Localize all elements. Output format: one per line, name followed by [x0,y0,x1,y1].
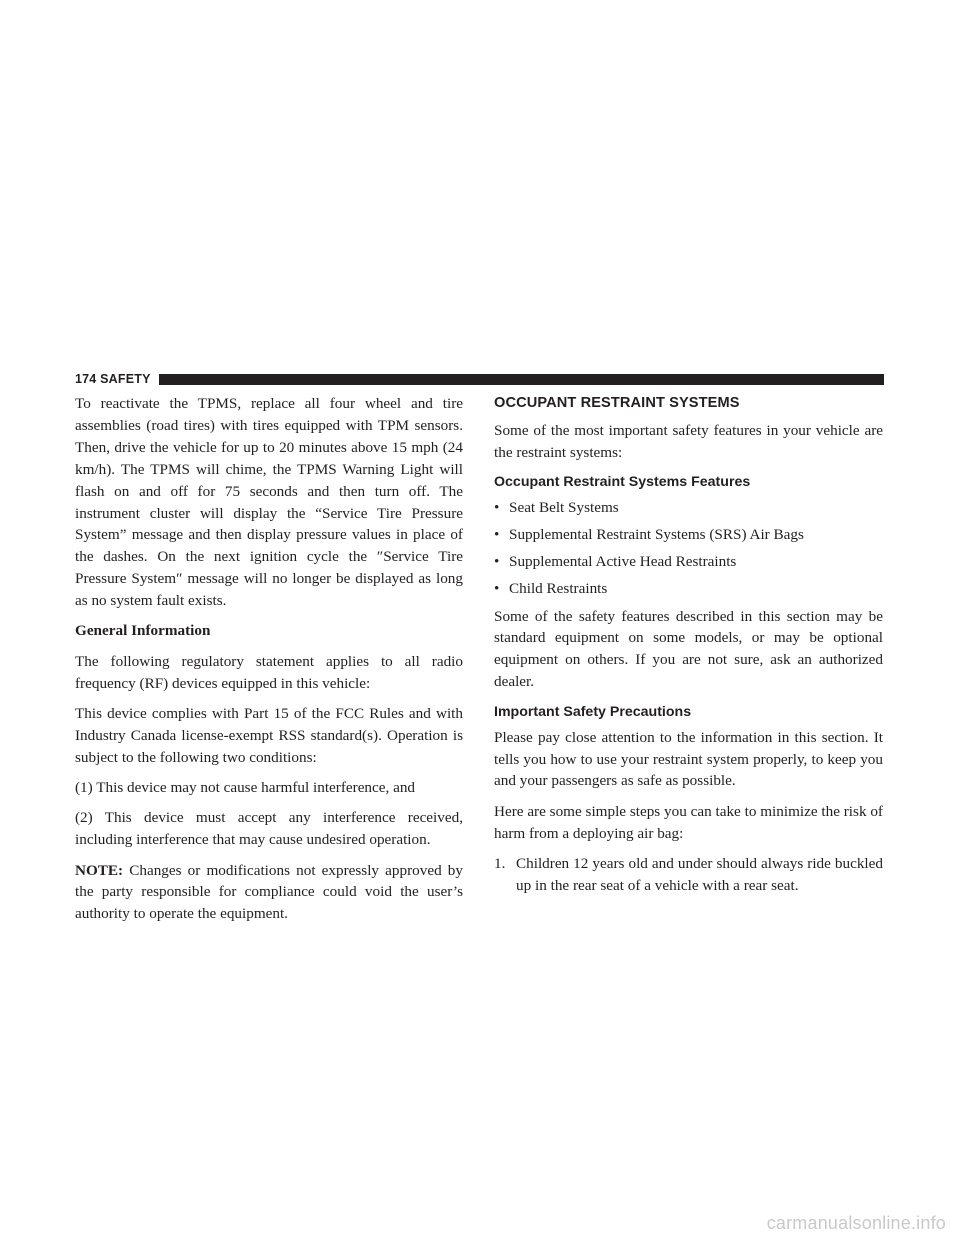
condition-1-paragraph: (1) This device may not cause harmful interference, and [75,779,416,797]
note-text: Changes or modifications not expressly approved by the party responsible for compliance could void the user’s authority to operate the equipment. [75,861,463,923]
fcc-compliance-paragraph: This device complies with Part 15 of the FCC Rules and with Industry Canada license-exempt RSS standard(s). Operation is subject to the following two conditions: [75,704,463,766]
bullet-icon: • [494,580,500,598]
precautions-heading: Important Safety Precautions [494,703,692,720]
bullet-icon: • [494,499,500,517]
features-heading: Occupant Restraint Systems Features [494,474,751,491]
numbered-item-1 [494,853,883,897]
list-item-text: Child Restraints [509,580,608,598]
page-header [75,372,884,386]
list-item-text: Supplemental Active Head Restraints [509,553,737,571]
page-number-section: 174 SAFETY [75,372,151,386]
item-text: Children 12 years old and under should always ride buckled up in the rear seat of a vehicle with a rear seat. [516,854,883,894]
list-item [494,578,883,600]
general-information-heading: General Information [75,622,211,640]
item-number: 1. [494,854,506,872]
condition-2-paragraph: (2) This device must accept any interference received, including interference that may cause undesired operation. [75,809,463,849]
list-item-text: Supplemental Restraint Systems (SRS) Air Bags [509,526,804,544]
list-item [494,524,883,546]
restraint-intro-paragraph: Some of the most important safety features in your vehicle are the restraint systems: [494,422,883,461]
tpms-reactivate-paragraph: To reactivate the TPMS, replace all four wheel and tire assemblies (road tires) with tires equipped with TPM sensors. Then, drive the vehicle for up to 20 minutes above 15 mph (24 km/h). The TPMS will chime, the TPMS Warning Light will flash on and off for 75 seconds and then turn off. The instrument cluster will display the “Service Tire Pressure System” message and then display pressure values in place of the dashes. On the next ignition cycle the ″Service Tire Pressure System″ message will no longer be displayed as long as no system fault exists. [75,395,463,610]
note-paragraph [75,860,463,926]
optional-equipment-paragraph: Some of the safety features described in this section may be standard equipment on some models, or may be optional equipment on others. If you are not sure, ask an authorized dealer. [494,607,883,691]
precautions-paragraph: Please pay close attention to the information in this section. It tells you how to use your restraint system properly, to keep you and your passengers as safe as possible. [494,728,883,790]
minimize-risk-paragraph: Here are some simple steps you can take to minimize the risk of harm from a deploying air bag: [494,802,883,842]
bullet-icon: • [494,553,500,571]
list-item-text: Seat Belt Systems [509,499,619,517]
occupant-restraint-heading: OCCUPANT RESTRAINT SYSTEMS [494,395,740,411]
watermark-text: carmanualsonline.info [766,1213,946,1233]
left-column [75,393,463,934]
list-item [494,497,883,519]
features-list [494,497,883,600]
bullet-icon: • [494,526,500,544]
note-label: NOTE: [75,861,124,879]
regulatory-intro-paragraph: The following regulatory statement applies to all radio frequency (RF) devices equipped in this vehicle: [75,652,463,692]
header-rule [159,374,884,385]
list-item [494,551,883,573]
right-column [494,393,883,897]
